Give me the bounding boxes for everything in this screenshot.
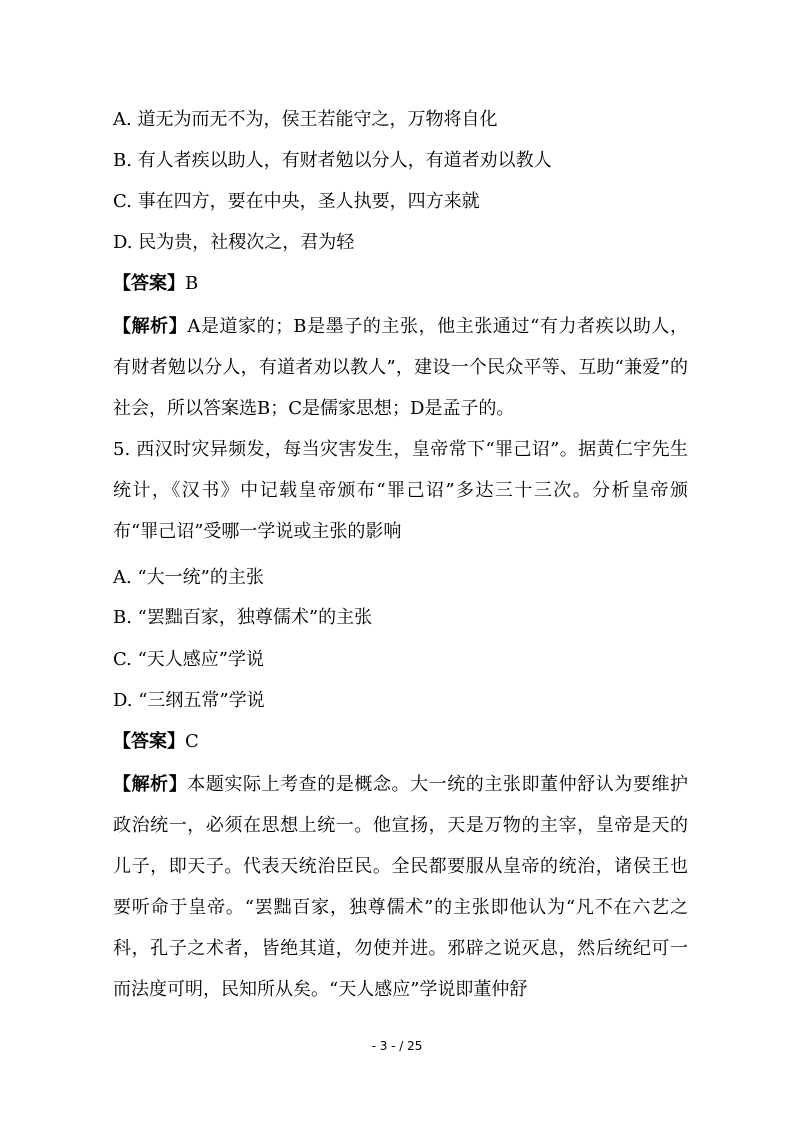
answer-label: 【答案】 [113, 731, 185, 752]
q5-option-a: A. “大一统”的主张 [113, 567, 264, 588]
analysis-label: 【解析】 [113, 774, 188, 795]
page-number: - 3 - / 25 [371, 1039, 423, 1053]
q5-option-c: C. “天人感应”学说 [113, 649, 264, 670]
analysis-text: 本题实际上考查的是概念。大一统的主张即董仲舒认为要维护政治统一，必须在思想上统一。他宣扬，天是万物的主宰，皇帝是天的儿子，即天子。代表天统治臣民。全民都要服从皇帝的统治，诸侯王也要听命于皇帝。“罢黜百家，独尊儒术”的主张即他认为“凡不在六艺之科，孔子之术者，皆绝其道，勿使并进。邪辟之说灭息，然后统纪可一而法度可明，民知所从矣。“天人感应”学说即董仲舒 [113, 774, 689, 1000]
answer-value: B [185, 273, 199, 294]
analysis-text: A是道家的；B是墨子的主张，他主张通过“有力者疾以助人，有财者勉以分人，有道者劝以教人”，建设一个民众平等、互助“兼爱”的社会，所以答案选B；C是儒家思想；D是孟子的。 [113, 316, 688, 419]
answer-label: 【答案】 [113, 273, 185, 294]
q4-option-b: B. 有人者疾以助人，有财者勉以分人，有道者劝以教人 [113, 150, 552, 171]
analysis-label: 【解析】 [113, 316, 188, 337]
q4-analysis [113, 306, 688, 429]
q5-analysis [113, 764, 688, 1010]
q4-option-d: D. 民为贵，社稷次之，君为轻 [113, 232, 355, 253]
q5-option-b: B. “罢黜百家，独尊儒术”的主张 [113, 607, 373, 628]
q4-option-c: C. 事在四方，要在中央，圣人执要，四方来就 [113, 191, 480, 212]
answer-value: C [185, 731, 199, 752]
q5-option-d: D. “三纲五常”学说 [113, 690, 265, 711]
q5-stem: 5. 西汉时灾异频发，每当灾害发生，皇帝常下“罪己诏”。据黄仁宇先生统计，《汉书》中记载皇帝颁布“罪己诏”多达三十三次。分析皇帝颁布“罪己诏”受哪一学说或主张的影响 [113, 439, 688, 542]
q4-answer [113, 272, 198, 296]
q4-option-a: A. 道无为而无不为，侯王若能守之，万物将自化 [113, 109, 498, 130]
q5-answer [113, 730, 199, 754]
